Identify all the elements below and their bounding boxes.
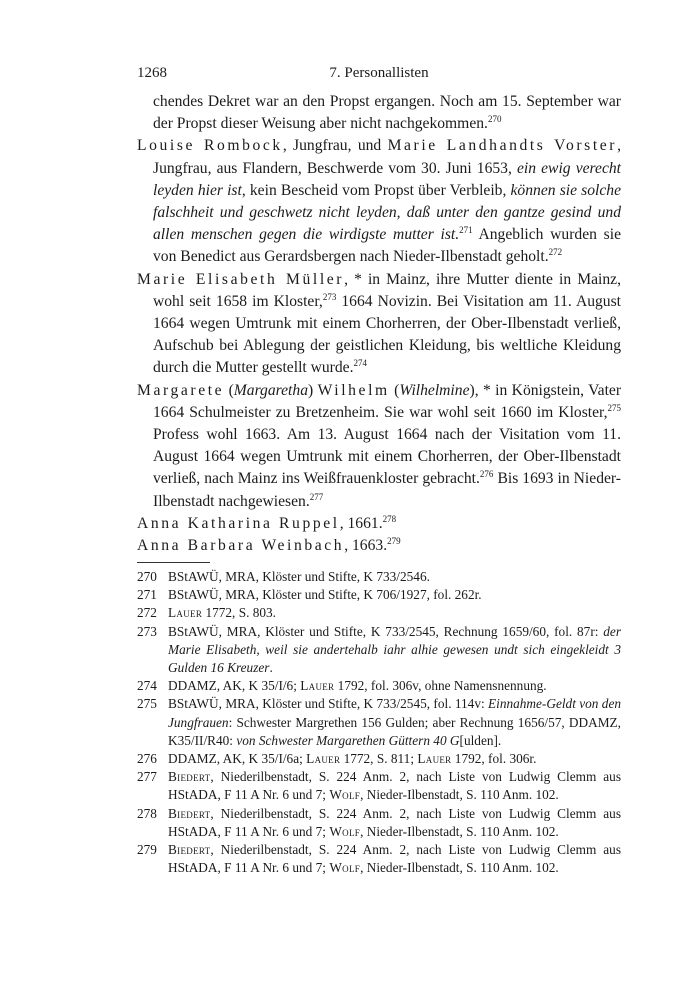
footnote-number: 271 [137,587,157,603]
footnote-text: 1792, fol. 306r. [451,751,537,767]
paragraph-text: chendes Dekret war an den Propst ergangen. Noch am 15. September war der Propst dieser Weisung aber nicht nachgekommen. [153,93,621,133]
person-entry-weinbach [137,535,621,557]
person-entry-wilhelm: Margarete (Margaretha) Wilhelm (Wilhelmine), * in Königstein, Vater 1664 Schulmeister zu Bretzenheim. Sie war wohl seit 1660 im Kloster,$^{275}$ Profess wohl 1663. Am 13. August 1664 nach der Visitation vom 11. August 1664 wegen Umtrunk mit einem Chorherren, der Ober-Ilbenstadt verließ, nach Mainz ins Weißfrauenkloster gebracht.$^{276}$ Bis 1693 in Nieder-Ilbenstadt nachgewiesen.$^{277}$ [137,381,622,510]
footnote-text: , Nieder-Ilbenstadt, S. 110 Anm. 102. [360,860,559,876]
entry-text: Angeblich wurden sie von Benedict aus Gerardsbergen nach Nieder-Ilbenstadt geholt. [153,226,621,266]
footnote-text: 1792, fol. 306v, ohne Namensnennung. [334,678,547,694]
person-name: Marie Landhandts Vorster [387,137,618,155]
footnote-text: DDAMZ, AK, K 35/I/6; [168,678,301,694]
footnote-number: 277 [137,769,157,785]
footnote [137,604,621,622]
footnote-ref: 275 [607,402,621,413]
author-name: Wolf [329,787,361,803]
footnote-text: , Nieder-Ilbenstadt, S. 110 Anm. 102. [360,787,559,803]
person-entry-mueller [137,269,621,380]
name-variant: Margaretha [233,381,308,399]
quotation: können sie solche falschheit und geschwetz nicht leyden, daß unter den gantze gesind und allen menschen gegen die wirdigste mutter ist. [153,181,621,244]
footnote-text: BStAWÜ, MRA, Klöster und Stifte, K 706/1927, fol. 262r. [168,587,482,603]
footnote-text: DDAMZ, AK, K 35/I/6a; [168,751,307,767]
footnote-ref: 271 [459,225,473,236]
quotation: von Schwester Margarethen Güttern 40 G [236,732,460,748]
entry-text: , kein Bescheid vom Propst über Verbleib, [241,181,511,199]
footnote-number: 278 [137,805,157,821]
footnote-text: 1772, S. 803. [202,605,277,621]
author-name: Lauer [306,751,341,767]
footnote [137,841,621,877]
footnote-text: 1772, S. 811; [340,751,418,767]
author-name: Lauer [168,605,203,621]
footnote-text: [ulden]. [459,732,502,748]
footnote-text: . [269,660,273,676]
footnote [137,568,621,586]
footnote-text: BStAWÜ, MRA, Klöster und Stifte, K 733/2546. [168,569,430,584]
footnote-divider [137,562,210,563]
entry-text: Bis 1693 in Nieder-Ilbenstadt nachgewiesen. [153,470,621,510]
footnote-ref: 279 [387,536,401,547]
entry-text: , Jungfrau, und [282,137,388,155]
chapter-title: 7. Personallisten [329,65,429,81]
person-name: Anna Katharina Ruppel [137,514,340,532]
entry-text: , 1661. [339,514,383,532]
quotation: ein ewig verecht leyden hier ist [153,159,621,199]
footnote [137,768,621,804]
footnote-text: , Niederilbenstadt, S. 224 Anm. 2, nach Liste von Ludwig Clemm aus HStADA, F 11 A Nr. 6 und 7; [168,769,621,803]
person-entry-ruppel [137,513,621,535]
author-name: Lauer [417,751,452,767]
footnote-number: 275 [137,696,157,712]
author-name: Wolf [329,860,361,876]
quotation: Einnahme-Geldt von den Jungfrauen [168,696,621,730]
author-name: Biedert [168,769,211,785]
footnote-text: : Schwester Margrethen 156 Gulden; aber Rechnung 1656/57, DDAMZ, K35/II/R40: [168,714,621,748]
entry-text: ), * in Königstein, Vater 1664 Schulmeister zu Bretzenheim. Sie war wohl seit 1660 im Kloster, [153,381,622,421]
author-name: Biedert [168,842,211,858]
footnote [137,695,621,750]
continuation-paragraph [137,91,621,135]
person-name: Marie Elisabeth Müller [137,270,345,288]
person-name: Margarete [137,381,225,399]
entry-text: Profess wohl 1663. Am 13. August 1664 nach der Visitation vom 11. August 1664 wegen Umtrunk mit einem Chorherren, der Ober-Ilbenstadt verließ, nach Mainz ins Weißfrauenkloster gebracht. [153,426,621,488]
entry-text: , Jungfrau, aus Flandern, Beschwerde vom 30. Juni 1653, [153,137,621,177]
main-text [137,91,621,557]
author-name: Wolf [329,823,361,839]
entry-text: , 1663. [344,537,388,555]
entry-text: 1664 Novizin. Bei Visitation am 11. August 1664 wegen Umtrunk mit einem Chorherren, der Ober-Ilbenstadt verließ, Aufschub bei Ablegung der geistlichen Kleidung, bis weltliche Kleidung durch die Mutter gestellt wurde. [153,292,622,377]
person-entry-rombock-vorster [137,135,621,268]
running-header [137,63,621,83]
footnote-ref: 278 [382,513,397,524]
footnote-number: 272 [137,605,157,621]
footnote [137,805,621,841]
footnote [137,586,621,604]
footnote [137,677,621,695]
footnote-ref: 272 [548,247,563,258]
footnote-ref: 276 [479,469,494,480]
footnote-text: , Niederilbenstadt, S. 224 Anm. 2, nach Liste von Ludwig Clemm aus HStADA, F 11 A Nr. 6 und 7; [168,842,621,876]
footnote-text: BStAWÜ, MRA, Klöster und Stifte, K 733/2545, Rechnung 1659/60, fol. 87r: [168,623,604,639]
footnote-ref: 274 [353,358,367,369]
author-name: Lauer [300,678,335,694]
footnote-ref: 277 [309,491,324,502]
footnote-number: 273 [137,623,157,639]
page-number: 1268 [137,65,167,81]
footnote-text: BStAWÜ, MRA, Klöster und Stifte, K 733/2545, fol. 114v: [168,696,489,712]
footnote-text: , Niederilbenstadt, S. 224 Anm. 2, nach Liste von Ludwig Clemm aus HStADA, F 11 A Nr. 6 und 7; [168,805,621,839]
author-name: Biedert [168,805,211,821]
footnote [137,750,621,768]
person-name: Wilhelm [317,381,390,399]
footnote-ref: 273 [322,291,337,302]
person-name: Louise Rombock [137,137,283,155]
footnote-number: 274 [137,678,157,694]
footnote-number: 279 [137,842,157,858]
footnotes [137,568,621,877]
footnote-number: 270 [137,569,157,584]
footnote-number: 276 [137,751,157,767]
footnote-ref: 270 [487,114,502,125]
name-variant: Wilhelmine [399,381,470,399]
person-name: Anna Barbara Weinbach [137,537,345,555]
entry-text: , * in Mainz, ihre Mutter diente in Mainz, wohl seit 1658 im Kloster, [153,270,621,310]
quotation: der Marie Elisabeth, weil sie andertehalb iahr alhie gewesen undt sich eingekleidt 3 Gulden 16 Kreuzer [168,623,621,676]
footnote-text: , Nieder-Ilbenstadt, S. 110 Anm. 102. [360,823,559,839]
footnote [137,623,621,678]
